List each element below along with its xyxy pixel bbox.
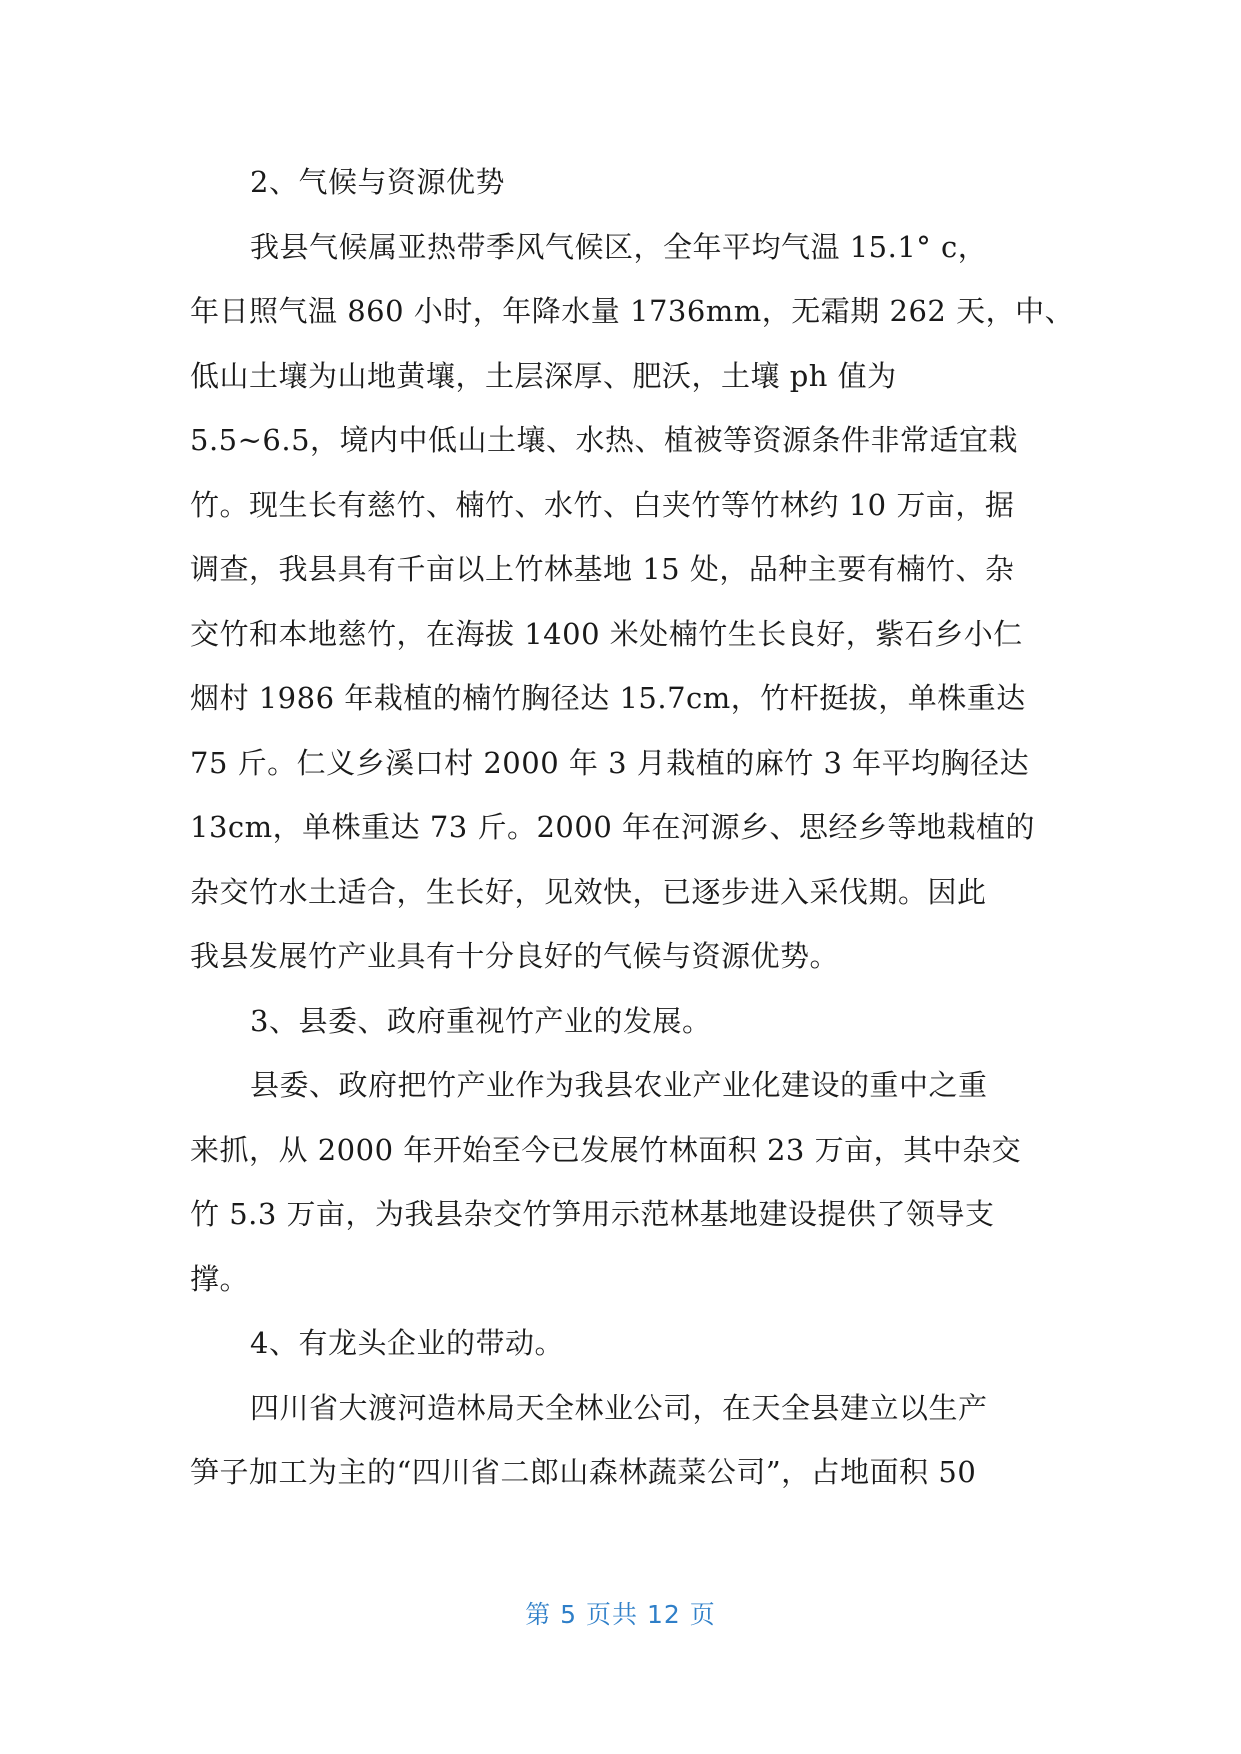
text-line: 我县发展竹产业具有十分良好的气候与资源优势。 [190,939,840,973]
text-line: 我县气候属亚热带季风气候区，全年平均气温 15.1° c， [250,229,988,264]
text-line: 调查，我县具有千亩以上竹林基地 15 处，品种主要有楠竹、杂 [190,552,1015,586]
document-body [190,150,1075,1505]
text-line: 杂交竹水土适合，生长好，见效快，已逐步进入采伐期。因此 [190,874,987,909]
text-line: 笋子加工为主的“四川省二郎山森林蔬菜公司”，占地面积 50 [190,1455,977,1489]
text-line: 75 斤。仁义乡溪口村 2000 年 3 月栽植的麻竹 3 年平均胸径达 [190,745,1030,780]
text-line: 县委、政府把竹产业作为我县农业产业化建设的重中之重 [250,1068,988,1102]
text-line: 竹。现生长有慈竹、楠竹、水竹、白夹竹等竹林约 10 万亩，据 [190,487,1015,522]
text-line: 5.5~6.5，境内中低山土壤、水热、植被等资源条件非常适宜栽 [190,423,1019,457]
text-line: 交竹和本地慈竹，在海拔 1400 米处楠竹生长良好，紫石乡小仁 [190,616,1023,651]
text-line: 烟村 1986 年栽植的楠竹胸径达 15.7cm，竹杆挺拔，单株重达 [190,681,1026,715]
text-line: 竹 5.3 万亩，为我县杂交竹笋用示范林基地建设提供了领导支 [190,1197,995,1231]
text-line: 13cm，单株重达 73 斤。2000 年在河源乡、思经乡等地栽植的 [190,810,1036,844]
page-number-footer: 第 5 页共 12 页 [525,1600,716,1629]
text-line: 四川省大渡河造林局天全林业公司，在天全县建立以生产 [250,1390,988,1425]
text-line: 3、县委、政府重视竹产业的发展。 [250,1003,712,1038]
text-line: 2、气候与资源优势 [250,165,505,199]
text-line: 4、有龙头企业的带动。 [250,1326,564,1360]
text-line: 低山土壤为山地黄壤，土层深厚、肥沃，土壤 ph 值为 [190,358,897,393]
text-line: 撑。 [190,1261,250,1296]
text-line: 年日照气温 860 小时，年降水量 1736mm，无霜期 262 天，中、 [190,294,1075,328]
text-line: 来抓，从 2000 年开始至今已发展竹林面积 23 万亩，其中杂交 [190,1132,1022,1167]
